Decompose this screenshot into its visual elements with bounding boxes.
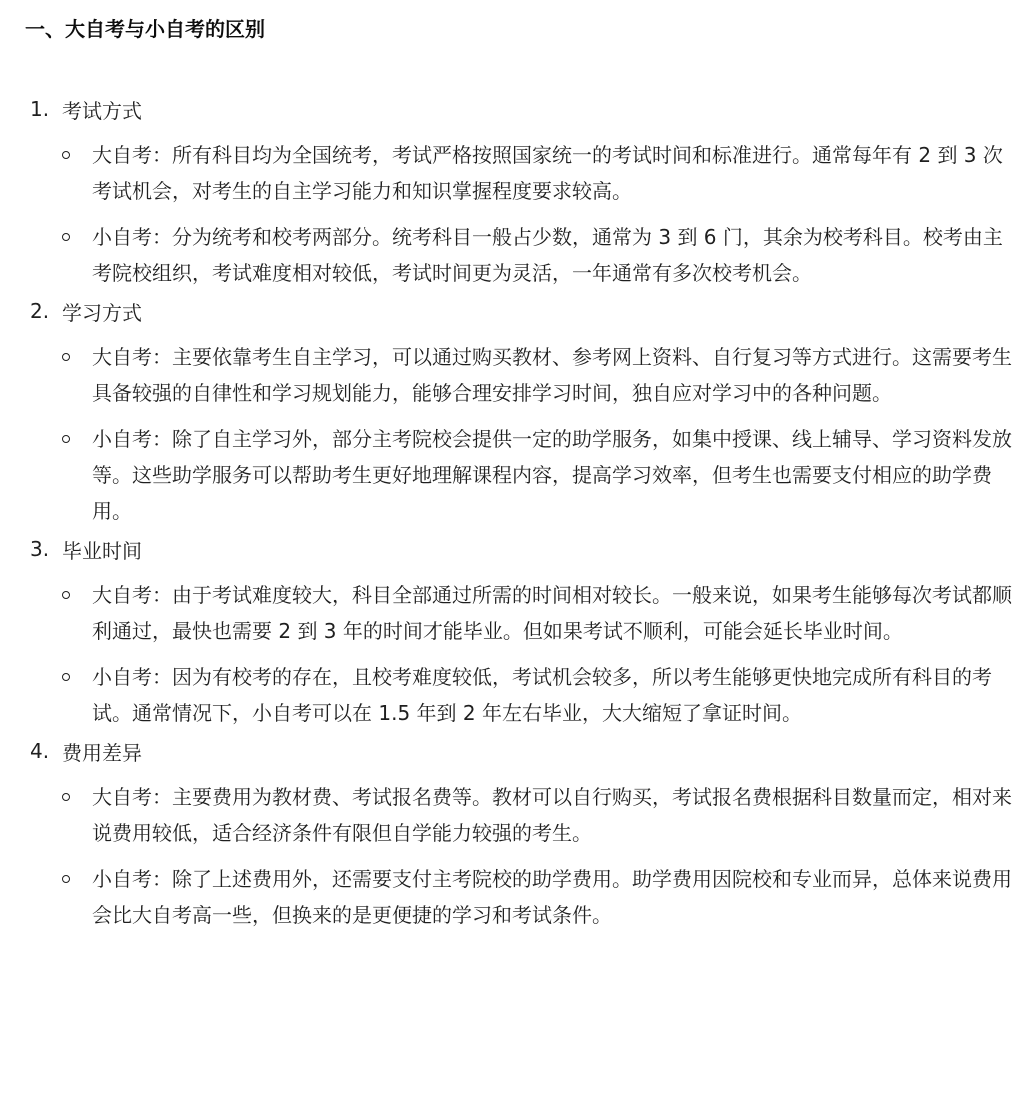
hollow-circle-bullet-icon: [62, 591, 70, 599]
point-text: 小自考：除了自主学习外，部分主考院校会提供一定的助学服务，如集中授课、线上辅导、学习资料发放等。这些助学服务可以帮助考生更好地理解课程内容，提高学习效率，但考生也需要支付相应的助学费用。: [92, 427, 1012, 523]
hollow-circle-bullet-icon: [62, 233, 70, 241]
list-item: [0, 577, 1027, 649]
hollow-circle-bullet-icon: [62, 353, 70, 361]
page-heading: 一、大自考与小自考的区别: [25, 17, 265, 41]
section-exam-method: [0, 91, 1027, 291]
section-number: 2.: [30, 299, 50, 323]
point-text: 小自考：除了上述费用外，还需要支付主考院校的助学费用。助学费用因院校和专业而异，总体来说费用会比大自考高一些，但换来的是更便捷的学习和考试条件。: [92, 867, 1012, 927]
point-list: [0, 779, 1027, 933]
point-text: 小自考：因为有校考的存在，且校考难度较低，考试机会较多，所以考生能够更快地完成所有科目的考试。通常情况下，小自考可以在 1.5 年到 2 年左右毕业，大大缩短了拿证时间。: [92, 665, 992, 725]
hollow-circle-bullet-icon: [62, 673, 70, 681]
hollow-circle-bullet-icon: [62, 793, 70, 801]
hollow-circle-bullet-icon: [62, 435, 70, 443]
section-title: [0, 531, 1027, 567]
point-text: 大自考：由于考试难度较大，科目全部通过所需的时间相对较长。一般来说，如果考生能够每次考试都顺利通过，最快也需要 2 到 3 年的时间才能毕业。但如果考试不顺利，可能会延长毕业时间。: [92, 583, 1012, 643]
section-label: 费用差异: [62, 740, 142, 765]
list-item: [0, 339, 1027, 411]
list-item: [0, 137, 1027, 209]
hollow-circle-bullet-icon: [62, 875, 70, 883]
list-item: [0, 659, 1027, 731]
point-text: 大自考：主要依靠考生自主学习，可以通过购买教材、参考网上资料、自行复习等方式进行。这需要考生具备较强的自律性和学习规划能力，能够合理安排学习时间，独自应对学习中的各种问题。: [92, 345, 1012, 405]
point-list: [0, 339, 1027, 529]
list-item: [0, 861, 1027, 933]
point-text: 大自考：所有科目均为全国统考，考试严格按照国家统一的考试时间和标准进行。通常每年有 2 到 3 次考试机会，对考生的自主学习能力和知识掌握程度要求较高。: [92, 143, 1003, 203]
point-list: [0, 137, 1027, 291]
section-number: 3.: [30, 537, 50, 561]
section-label: 学习方式: [62, 300, 142, 325]
section-title: [0, 293, 1027, 329]
list-item: [0, 219, 1027, 291]
section-number: 4.: [30, 739, 50, 763]
point-text: 小自考：分为统考和校考两部分。统考科目一般占少数，通常为 3 到 6 门，其余为校考科目。校考由主考院校组织，考试难度相对较低，考试时间更为灵活，一年通常有多次校考机会。: [92, 225, 1003, 285]
section-title: [0, 91, 1027, 127]
list-item: [0, 421, 1027, 529]
section-graduation-time: [0, 531, 1027, 731]
section-number: 1.: [30, 97, 50, 121]
section-cost-difference: [0, 733, 1027, 933]
section-label: 考试方式: [62, 98, 142, 123]
point-text: 大自考：主要费用为教材费、考试报名费等。教材可以自行购买，考试报名费根据科目数量而定，相对来说费用较低，适合经济条件有限但自学能力较强的考生。: [92, 785, 1012, 845]
point-list: [0, 577, 1027, 731]
section-study-method: [0, 293, 1027, 529]
section-label: 毕业时间: [62, 538, 142, 563]
list-item: [0, 779, 1027, 851]
section-title: [0, 733, 1027, 769]
hollow-circle-bullet-icon: [62, 151, 70, 159]
section-list: [0, 91, 1027, 935]
